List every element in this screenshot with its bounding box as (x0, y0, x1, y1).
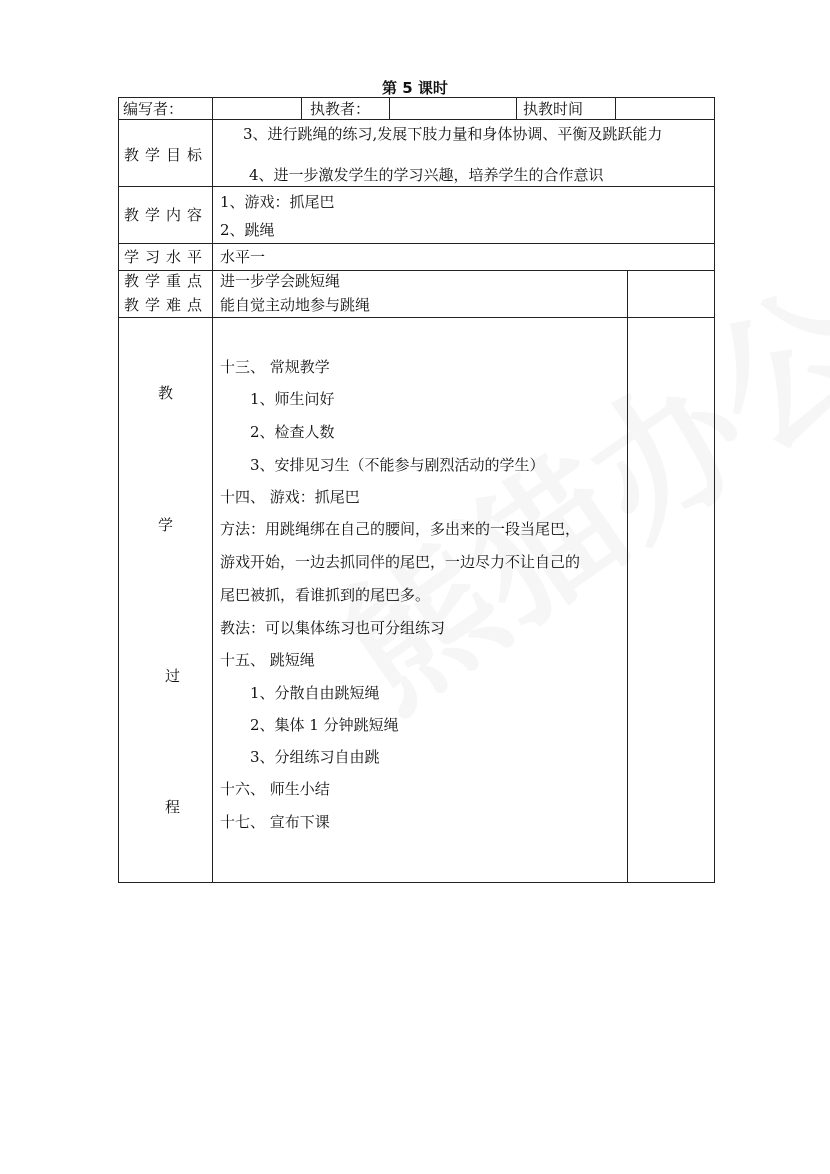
objectives-label: 教学目标 (124, 146, 209, 164)
row-divider (118, 186, 715, 187)
content-label: 教学内容 (124, 206, 209, 224)
process-line: 3、分组练习自由跳 (250, 748, 380, 766)
content-item: 1、游戏：抓尾巴 (220, 193, 335, 211)
key-point-value: 进一步学会跳短绳 (220, 272, 341, 290)
author-label: 编写者： (123, 100, 184, 118)
objective-line: 4、进一步激发学生的学习兴趣，培养学生的合作意识 (249, 166, 604, 184)
process-line: 2、集体 1 分钟跳短绳 (250, 716, 399, 734)
process-line: 3、安排见习生（不能参与剧烈活动的学生） (250, 456, 545, 474)
col-divider (627, 270, 628, 883)
process-label-char: 学 (158, 516, 174, 534)
process-line: 1、师生问好 (250, 390, 335, 408)
process-label-char: 程 (165, 798, 181, 816)
process-line: 教法：可以集体练习也可分组练习 (220, 619, 446, 637)
time-label: 执教时间 (523, 100, 584, 118)
col-divider (389, 97, 390, 119)
process-line: 游戏开始，一边去抓同伴的尾巴，一边尽力不让自己的 (220, 553, 581, 571)
page-title: 第 5 课时 (382, 79, 448, 97)
process-label-char: 教 (158, 384, 174, 402)
level-value: 水平一 (220, 248, 266, 266)
process-line: 2、检查人数 (250, 423, 335, 441)
difficulty-value: 能自觉主动地参与跳绳 (220, 296, 371, 314)
row-divider (118, 270, 715, 271)
process-line: 十七、 宣布下课 (220, 813, 330, 831)
process-line: 1、分散自由跳短绳 (250, 684, 380, 702)
process-line: 十六、 师生小结 (220, 780, 330, 798)
difficulty-label: 教学难点 (124, 296, 209, 314)
teacher-label: 执教者： (310, 100, 371, 118)
col-divider (301, 97, 302, 119)
process-line: 十三、 常规教学 (220, 358, 330, 376)
col-divider (615, 97, 616, 119)
process-line: 十五、 跳短绳 (220, 651, 315, 669)
objective-line: 3、进行跳绳的练习,发展下肢力量和身体协调、平衡及跳跃能力 (243, 125, 663, 143)
row-divider (118, 243, 715, 244)
process-label-char: 过 (165, 667, 181, 685)
level-label: 学习水平 (124, 248, 209, 266)
col-divider (212, 97, 213, 883)
process-line: 十四、 游戏：抓尾巴 (220, 488, 360, 506)
row-divider (118, 317, 715, 318)
process-line: 方法：用跳绳绑在自己的腰间，多出来的一段当尾巴， (220, 520, 581, 538)
key-point-label: 教学重点 (124, 272, 209, 290)
process-line: 尾巴被抓，看谁抓到的尾巴多。 (220, 586, 431, 604)
col-divider (516, 97, 517, 119)
content-item: 2、跳绳 (220, 221, 275, 239)
row-divider (118, 119, 715, 120)
